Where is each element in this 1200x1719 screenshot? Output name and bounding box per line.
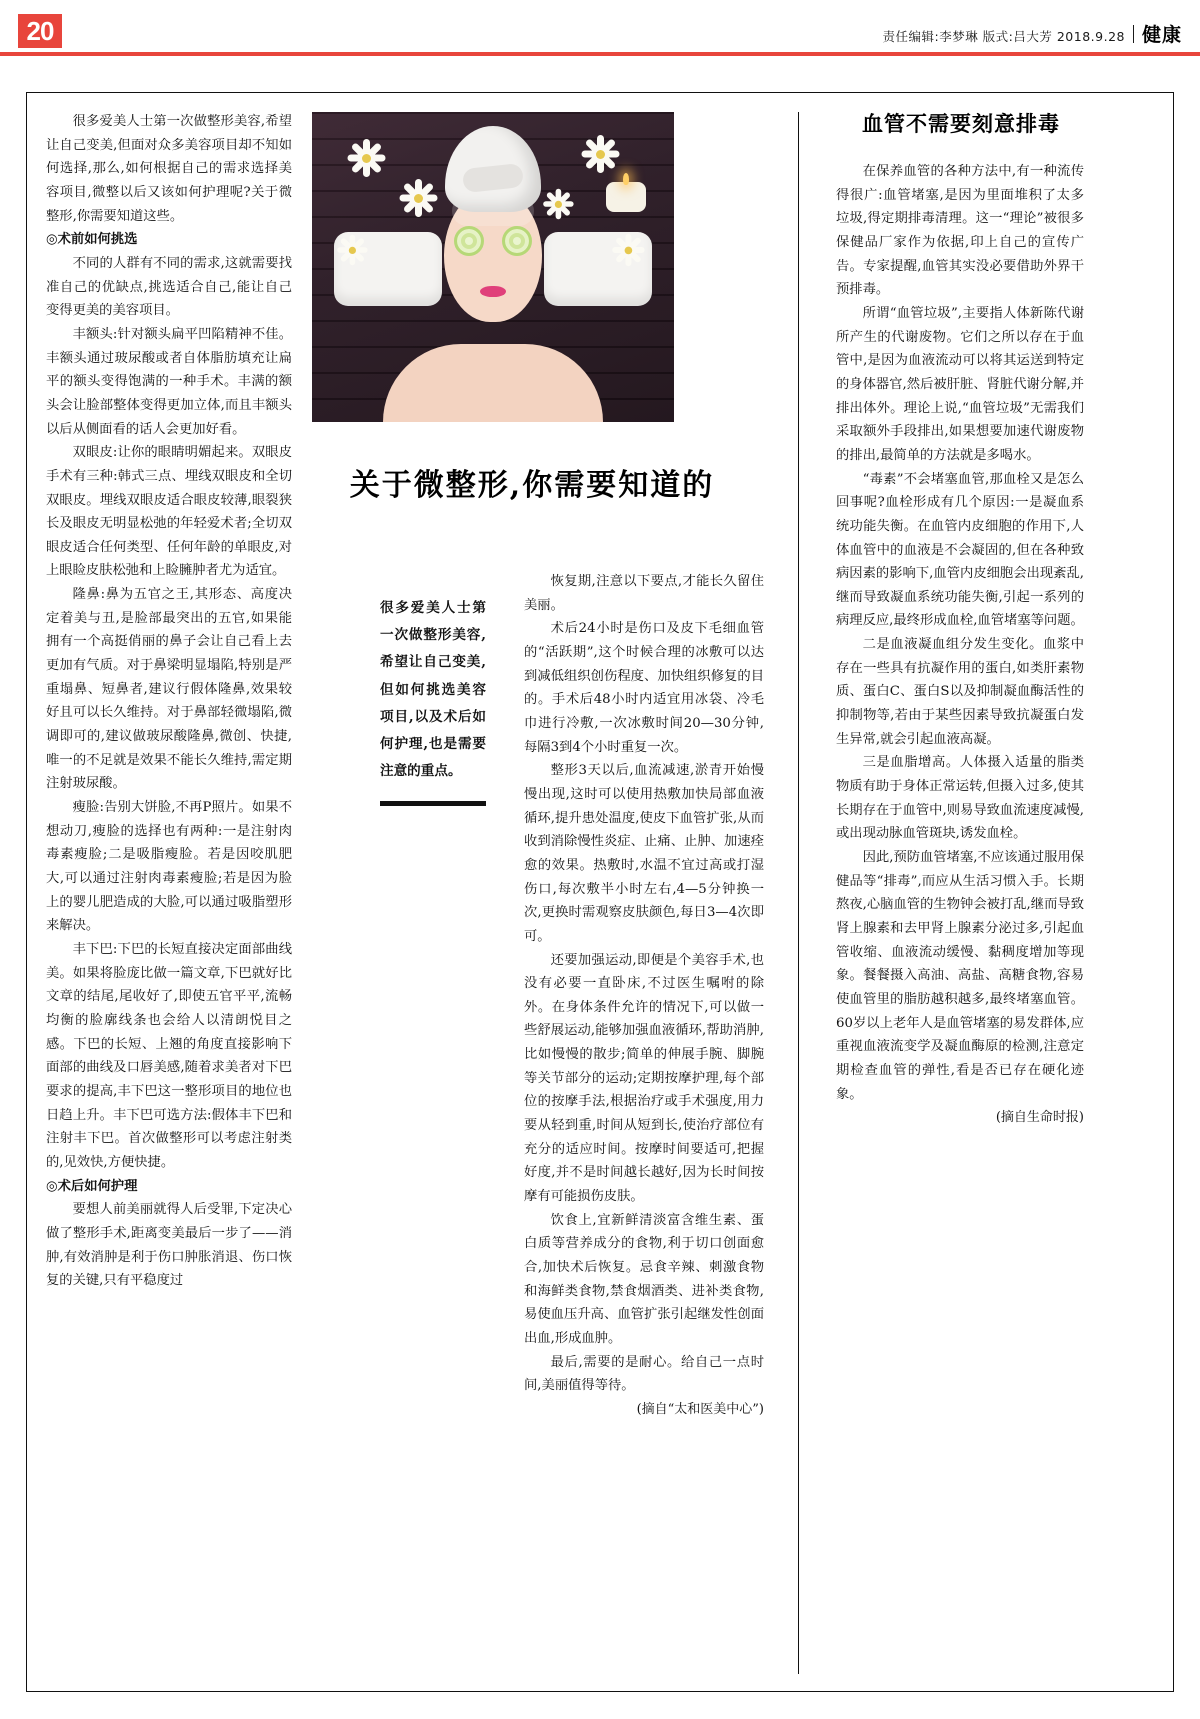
main-article-paragraph: 双眼皮:让你的眼睛明媚起来。双眼皮手术有三种:韩式三点、埋线双眼皮和全切双眼皮。埋线双眼皮适合眼皮较薄,眼裂狭长及眼皮无明显松弛的年轻爱术者;全切双眼皮适合任何类型、任何年龄的单眼皮,对上眼睑皮肤松弛和上睑臃肿者尤为适宜。	[46, 445, 292, 579]
main-article-paragraph: 丰下巴:下巴的长短直接决定面部曲线美。如果将脸庞比做一篇文章,下巴就好比文章的结尾,尾收好了,即使五官平平,流畅均衡的脸廓线条也会给人以清朗悦目之感。下巴的长短、上翘的角度直接影响下面部的曲线及口唇美感,随着求美者对下巴要求的提高,丰下巴这一整形项目的地位也日趋上升。丰下巴可选方法:假体丰下巴和注射丰下巴。首次做整形可以考虑注射类的,见效快,方便快捷。	[46, 941, 292, 1170]
main-article-paragraph: 术后24小时是伤口及皮下毛细血管的“活跃期”,这个时候合理的冰敷可以达到减低组织创伤程度、加快组织修复的目的。手术后48小时内适宜用冰袋、冷毛巾进行冷敷,一次冰敷时间20—30分钟,每隔3到4个小时重复一次。	[524, 621, 764, 755]
masthead	[0, 0, 1200, 52]
cucumber-slice-left	[454, 226, 484, 256]
spa-facial-cucumber-photo	[312, 112, 674, 422]
main-article-paragraph: 恢复期,注意以下要点,才能长久留住美丽。	[524, 574, 764, 613]
main-article-paragraph: 丰额头:针对额头扁平凹陷精神不佳。丰额头通过玻尿酸或者自体脂肪填充让扁平的额头变得饱满的一种手术。丰满的额头会让脸部整体变得更加立体,而且丰额头以后从侧面看的话人会更加好看。	[46, 326, 292, 437]
secondary-article-column	[836, 160, 1084, 1660]
masthead-section-title: 健康	[1141, 24, 1182, 46]
cucumber-slice-right	[502, 226, 532, 256]
secondary-article-title: 血管不需要刻意排毒	[862, 111, 1060, 136]
article-lead-text: 很多爱美人士第一次做整形美容,希望让自己变美,但如何挑选美容项目,以及术后如何护理,也是需要注意的重点。	[380, 600, 486, 780]
main-article-paragraph: 要想人前美丽就得人后受罪,下定决心做了整形手术,距离变美最后一步了——消肿,有效消肿是利于伤口肿胀消退、伤口恢复的关键,只有平稳度过	[46, 1202, 292, 1289]
main-article-paragraph: 最后,需要的是耐心。给自己一点时间,美丽值得等待。	[524, 1354, 764, 1394]
main-article-source: (摘自“太和医美中心”)	[636, 1401, 764, 1417]
secondary-article-paragraph: 所谓“血管垃圾”,主要指人体新陈代谢所产生的代谢废物。它们之所以存在于血管中,是因为血液流动可以将其运送到特定的身体器官,然后被肝脏、肾脏代谢分解,并排出体外。理论上说,“血管垃圾”无需我们采取额外手段排出,如果想要加速代谢废物的排出,最简单的方法就是多喝水。	[836, 305, 1084, 463]
main-article-subheading: ◎术后如何护理	[46, 1178, 138, 1194]
main-article-left-column	[46, 110, 292, 1670]
column-divider	[798, 112, 799, 1674]
main-article-paragraph: 饮食上,宜新鲜清淡富含维生素、蛋白质等营养成分的食物,利于切口创面愈合,加快术后恢复。忌食辛辣、刺激食物和海鲜类食物,禁食烟酒类、进补类食物,易使血压升高、血管扩张引起继发性创面出血,形成血肿。	[524, 1212, 764, 1346]
flower-icon	[580, 134, 620, 174]
secondary-article-paragraph: 因此,预防血管堵塞,不应该通过服用保健品等“排毒”,而应从生活习惯入手。长期熬夜,心脑血管的生物钟会被打乱,继而导致肾上腺素和去甲肾上腺素分泌过多,引起血管收缩、血液流动缓慢、黏稠度增加等现象。餐餐摄入高油、高盐、高糖食物,容易使血管里的脂肪越积越多,最终堵塞血管。60岁以上老年人是血管堵塞的易发群体,应重视血液流变学及凝血酶原的检测,注意定期检查血管的弹性,看是否已存在硬化迹象。	[836, 850, 1084, 1102]
main-article-paragraph: 不同的人群有不同的需求,这就需要找准自己的优缺点,挑选适合自己,能让自己变得更美的美容项目。	[46, 255, 292, 319]
lead-rule	[380, 801, 486, 806]
masthead-credits: 责任编辑:李梦琳 版式:吕大芳 2018.9.28	[882, 29, 1125, 44]
main-article-paragraph: 还要加强运动,即便是个美容手术,也没有必要一直卧床,不过医生嘱咐的除外。在身体条件允许的情况下,可以做一些舒展运动,能够加强血液循环,帮助消肿,比如慢慢的散步;简单的伸展手腕、脚腕等关节部分的运动;定期按摩护理,每个部位的按摩手法,根据治疗或手术强度,用力要从轻到重,时间从短到长,使治疗部位有充分的适应时间。按摩时间要适可,把握好度,并不是时间越长越好,因为长时间按摩有可能损伤皮肤。	[524, 952, 764, 1205]
masthead-divider	[1133, 25, 1134, 43]
masthead-credits-area	[882, 20, 1182, 47]
page-number-badge: 20	[18, 14, 62, 48]
main-article-middle-column	[524, 570, 764, 1680]
flower-icon	[398, 178, 438, 218]
secondary-article-paragraph: 在保养血管的各种方法中,有一种流传得很广:血管堵塞,是因为里面堆积了太多垃圾,得定期排毒清理。这一“理论”被很多保健品厂家作为依据,印上自己的宣传广告。专家提醒,血管其实没必要借助外界干预排毒。	[836, 164, 1084, 298]
secondary-article-paragraph: 二是血液凝血组分发生变化。血浆中存在一些具有抗凝作用的蛋白,如类肝素物质、蛋白C、蛋白S以及抑制凝血酶活性的抑制物等,若由于某些因素导致抗凝蛋白发生异常,就会引起血液高凝。	[836, 637, 1084, 747]
masthead-red-rule	[0, 52, 1200, 56]
secondary-article-source: (摘自生命时报)	[995, 1110, 1084, 1126]
model-lips	[480, 286, 506, 297]
main-article-subheading: ◎术前如何挑选	[46, 232, 138, 248]
main-article-paragraph: 瘦脸:告别大饼脸,不再P照片。如果不想动刀,瘦脸的选择也有两种:一是注射肉毒素瘦脸;二是吸脂瘦脸。若是因咬肌肥大,可以通过注射肉毒素瘦脸;若是因为脸上的婴儿肥造成的大脸,可以通过吸脂塑形来解决。	[46, 800, 292, 934]
article-lead-blurb	[380, 595, 486, 806]
secondary-article-paragraph: 三是血脂增高。人体摄入适量的脂类物质有助于身体正常运转,但摄入过多,使其长期存在于血管中,则易导致血流速度减慢,或出现动脉血管斑块,诱发血栓。	[836, 755, 1084, 842]
flower-icon	[336, 234, 368, 266]
flower-icon	[346, 138, 386, 178]
main-article-paragraph: 很多爱美人士第一次做整形美容,希望让自己变美,但面对众多美容项目却不知如何选择,那么,如何根据自己的需求选择美容项目,微整以后又该如何护理呢?关于微整形,你需要知道这些。	[46, 114, 292, 224]
flower-icon	[542, 188, 574, 220]
candle-icon	[606, 182, 646, 212]
flower-icon	[611, 233, 645, 267]
main-article-title: 关于微整形,你需要知道的	[349, 468, 715, 503]
main-article-paragraph: 整形3天以后,血流减速,淤青开始慢慢出现,这时可以使用热敷加快局部血液循环,提升患处温度,使皮下血管扩张,从而收到消除慢性炎症、止痛、止肿、加速痊愈的效果。热敷时,水温不宜过高或打湿伤口,每次敷半小时左右,4—5分钟换一次,更换时需观察皮肤颜色,每日3—4次即可。	[524, 763, 764, 944]
main-article-paragraph: 隆鼻:鼻为五官之王,其形态、高度决定着美与丑,是脸部最突出的五官,如果能拥有一个高挺俏丽的鼻子会让自己看上去更加有气质。对于鼻梁明显塌陷,特别是严重塌鼻、短鼻者,建议行假体隆鼻,效果较好且可以长久维持。对于鼻部轻微塌陷,微调即可的,建议做玻尿酸隆鼻,微创、快捷,唯一的不足就是效果不能长久维持,需定期注射玻尿酸。	[46, 587, 292, 792]
secondary-article-paragraph: “毒素”不会堵塞血管,那血栓又是怎么回事呢?血栓形成有几个原因:一是凝血系统功能失衡。在血管内皮细胞的作用下,人体血管中的血液是不会凝固的,但在各种致病因素的影响下,血管内皮细胞会出现紊乱,继而导致凝血系统功能失衡,引起一系列的病理反应,最终形成血栓,血管堵塞等问题。	[836, 471, 1084, 629]
